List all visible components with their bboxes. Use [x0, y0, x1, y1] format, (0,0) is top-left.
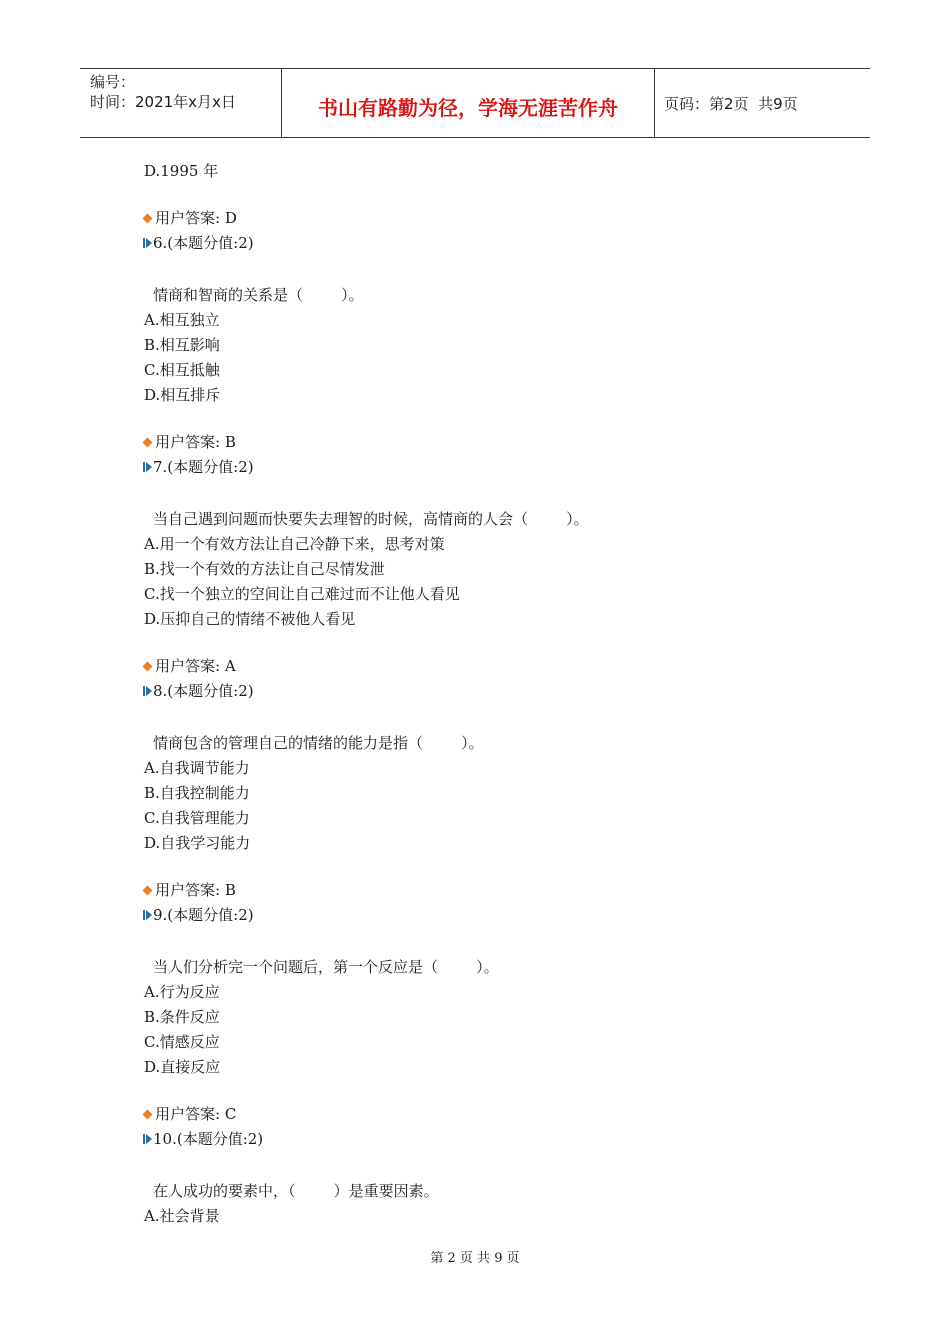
q7-option-b: B.找一个有效的方法让自己尽情发泄: [144, 560, 385, 578]
q8-option-a: A.自我调节能力: [144, 759, 250, 777]
q10-option-a: A.社会背景: [144, 1207, 220, 1225]
time-label: 时间：2021年x月x日: [90, 93, 236, 111]
q7-option-d: D.压抑自己的情绪不被他人看见: [144, 610, 356, 628]
q8-user-answer: 用户答案: B: [155, 881, 236, 899]
answer-diamond-icon: [143, 886, 153, 896]
q9-option-a: A.行为反应: [144, 983, 220, 1001]
q7-stem: 当自己遇到问题而快要失去理智的时候，高情商的人会（ ）。: [153, 510, 589, 528]
q9-title: 9.(本题分值:2): [153, 906, 254, 924]
q6-stem: 情商和智商的关系是（ ）。: [153, 286, 364, 304]
q8-option-c: C.自我管理能力: [144, 809, 250, 827]
motto-text: 书山有路勤为径，学海无涯苦作舟: [318, 96, 618, 120]
header-page-info: 页码：第2页 共9页: [664, 95, 798, 113]
q7-option-c: C.找一个独立的空间让自己难过而不让他人看见: [144, 585, 460, 603]
q6-user-answer: 用户答案: B: [155, 433, 236, 451]
q8-option-d: D.自我学习能力: [144, 834, 251, 852]
q5-user-answer: 用户答案: D: [155, 209, 237, 227]
q10-stem: 在人成功的要素中，（ ）是重要因素。: [153, 1182, 439, 1200]
answer-diamond-icon: [143, 214, 153, 224]
answer-diamond-icon: [143, 1110, 153, 1120]
q7-user-answer: 用户答案: A: [155, 657, 236, 675]
question-arrow-icon: [143, 685, 153, 697]
q9-option-c: C.情感反应: [144, 1033, 220, 1051]
question-arrow-icon: [143, 237, 153, 249]
q6-option-b: B.相互影响: [144, 336, 220, 354]
q10-title: 10.(本题分值:2): [153, 1130, 264, 1148]
q7-option-a: A.用一个有效方法让自己冷静下来，思考对策: [144, 535, 445, 553]
header-info-cell: [80, 69, 282, 137]
answer-diamond-icon: [143, 438, 153, 448]
q9-option-d: D.直接反应: [144, 1058, 221, 1076]
q6-title: 6.(本题分值:2): [153, 234, 254, 252]
q9-user-answer: 用户答案: C: [155, 1105, 237, 1123]
q8-option-b: B.自我控制能力: [144, 784, 250, 802]
q5-option-d: D.1995 年: [144, 162, 219, 180]
question-arrow-icon: [143, 909, 153, 921]
q7-title: 7.(本题分值:2): [153, 458, 254, 476]
q8-stem: 情商包含的管理自己的情绪的能力是指（ ）。: [153, 734, 484, 752]
q9-stem: 当人们分析完一个问题后，第一个反应是（ ）。: [153, 958, 499, 976]
q8-title: 8.(本题分值:2): [153, 682, 254, 700]
question-arrow-icon: [143, 1133, 153, 1145]
q6-option-d: D.相互排斥: [144, 386, 221, 404]
q9-option-b: B.条件反应: [144, 1008, 220, 1026]
question-arrow-icon: [143, 461, 153, 473]
page-header: [80, 68, 870, 138]
q6-option-c: C.相互抵触: [144, 361, 220, 379]
serial-label: 编号：: [90, 73, 136, 91]
q6-option-a: A.相互独立: [144, 311, 220, 329]
answer-diamond-icon: [143, 662, 153, 672]
page-footer: 第 2 页 共 9 页: [430, 1251, 520, 1266]
header-motto-cell: [282, 69, 655, 137]
